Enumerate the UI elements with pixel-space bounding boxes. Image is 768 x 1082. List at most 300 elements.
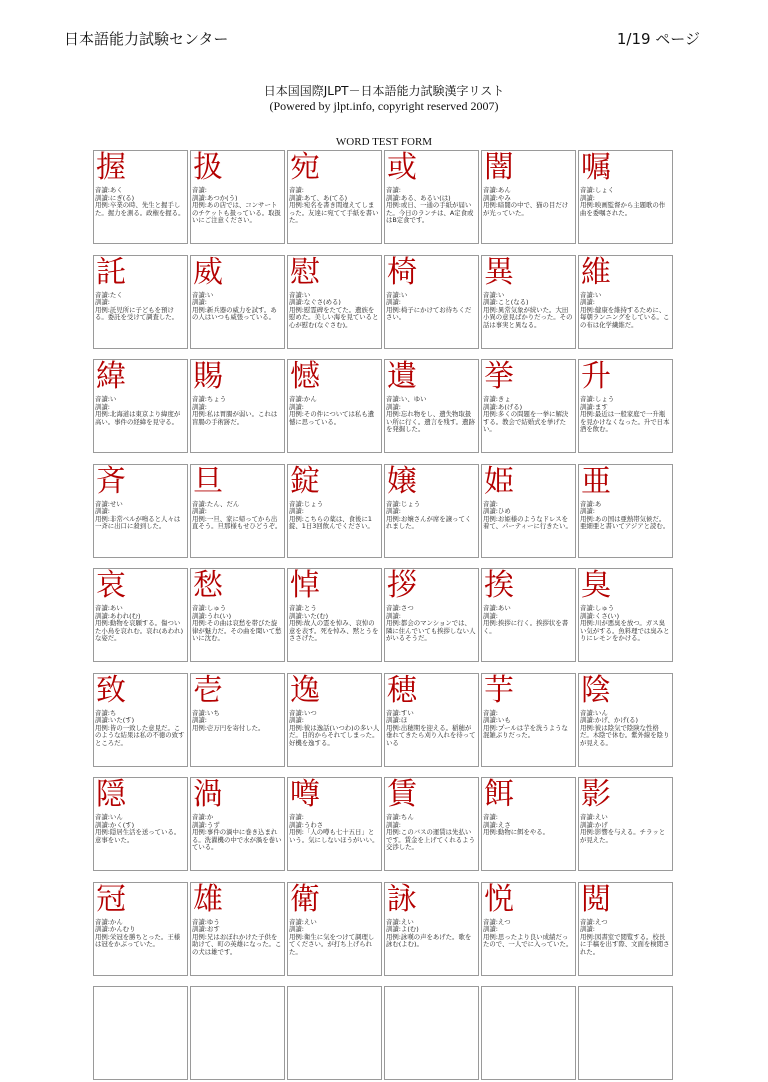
kanji-character: 影 [581,777,611,812]
on-reading: 音讀:せい [95,499,123,508]
kanji-info [192,396,283,426]
usage-example: 用例:その件については私も遺憾に思っている。 [289,410,375,426]
on-reading: 音讀: [289,813,304,821]
kanji-info [95,292,186,322]
kanji-card [287,150,382,244]
on-reading: 音讀:じょう [289,499,324,508]
kanji-info [483,501,574,531]
kun-reading: 訓讀: [289,402,304,411]
kanji-character: 亜 [581,463,611,499]
kun-reading: 訓讀: [192,298,207,307]
kun-reading: 訓讀: [289,925,304,934]
kanji-character: 遺 [387,359,417,394]
usage-example: 用例:兄はおぼれかけた子供を助けて、町の英雄になった。この犬は雄です。 [192,932,282,956]
kanji-card [481,464,576,558]
on-reading: 音讀:あ [580,499,602,508]
kanji-card [481,255,576,349]
kun-reading: 訓讀:ます [580,402,608,411]
kanji-info [192,292,283,322]
kanji-character: 錠 [290,463,320,499]
kun-reading: 訓讀: [95,298,110,307]
document-subtitle: (Powered by jlpt.info, copyright reserved 2007) [269,99,499,113]
usage-example: 用例:宛名を書き間違えてしまった。友達に宛てて手紙を書いた。 [289,201,379,225]
kanji-card [578,150,673,244]
kanji-info [386,605,477,643]
kanji-character: 扱 [193,150,223,185]
kanji-card [287,882,382,976]
usage-example: 用例:隠居生活を送っている。意事をいた。 [95,828,181,844]
usage-example: 用例:思ったより良い成績だったので、一人でに入っていた。 [483,932,573,949]
usage-example: 用例:川が悪臭を放つ。ガス臭い気がする。魚料理では臭みとりにレモンをかける。 [580,619,670,643]
on-reading: 音讀:い [386,290,408,299]
kanji-card [287,986,382,1080]
kun-reading: 訓讀:あて、あ(てる) [289,193,348,202]
kanji-character: 姫 [484,463,514,499]
kun-reading: 訓讀:こと(なる) [483,298,529,307]
kanji-card [578,986,673,1080]
kanji-card [578,777,673,871]
kanji-card [481,986,576,1080]
kanji-info [95,814,186,844]
kanji-character: 闇 [484,150,514,185]
kanji-card [190,464,285,558]
kanji-card [190,255,285,349]
kanji-character: 隠 [96,777,126,812]
kanji-row [93,255,675,351]
document-title: 日本国国際JLPT－日本語能力試験漢字リスト [263,84,505,98]
usage-example: 用例:挨拶に行く。挨拶状を書く。 [483,619,569,635]
on-reading: 音讀:いち [192,708,220,717]
kanji-card [481,777,576,871]
kun-reading: 訓讀:ほ [386,716,408,725]
on-reading: 音讀: [192,186,207,194]
kanji-info [483,814,574,837]
on-reading: 音讀:ちょう [192,395,227,403]
kanji-info [386,292,477,322]
on-reading: 音讀:じょう [386,499,421,508]
form-title: WORD TEST FORM [335,136,433,148]
kanji-info [289,292,380,330]
kun-reading: 訓讀:かんむり [95,925,136,934]
on-reading: 音讀:いつ [289,708,317,717]
usage-example: 用例:椅子にかけてお待ちください。 [386,305,472,322]
on-reading: 音讀:あん [483,186,511,194]
kanji-character: 慰 [290,254,320,290]
kanji-character: 挨 [484,568,514,603]
kanji-info [386,919,477,949]
usage-example: 用例:壱万円を寄付した。 [192,723,265,732]
usage-example: 用例:このバスの運賃は先払いです。賃金を上げてくれるよう交渉した。 [386,828,475,852]
usage-example: 用例:暗闇の中で、猫の目だけが光っていた。 [483,201,569,217]
kanji-row [93,464,675,560]
kanji-card [93,568,188,662]
kun-reading: 訓讀:かく(す) [95,820,135,829]
kanji-card [287,255,382,349]
kun-reading: 訓讀:やみ [483,193,511,202]
kun-reading: 訓讀:うわさ [289,820,324,829]
on-reading: 音讀:しゅう [192,604,227,612]
kun-reading: 訓讀: [192,402,207,411]
kun-reading: 訓讀: [580,925,595,934]
kanji-character: 嘱 [581,150,611,185]
kanji-card [190,777,285,871]
kanji-character: 異 [484,254,514,290]
kanji-info [289,814,380,844]
kun-reading: 訓讀:かげ、かげ(る) [580,716,639,725]
on-reading: 音讀: [386,186,401,194]
kanji-character: 維 [581,254,611,290]
kanji-character: 雄 [193,881,223,917]
on-reading: 音讀:しょく [580,186,615,194]
kun-reading: 訓讀: [580,298,595,307]
kanji-card [481,568,576,662]
kanji-info [580,501,671,531]
kanji-card [190,882,285,976]
kun-reading: 訓讀:ある、あるい(は) [386,193,451,202]
kanji-card [578,673,673,767]
kun-reading: 訓讀: [483,611,498,620]
on-reading: 音讀:あく [95,186,123,194]
kanji-info [192,501,283,531]
usage-example: 用例:皆の一致した意見だ。このような結果は私の不徳の致すところだ。 [95,723,185,747]
usage-example: 用例:新兵器の威力を試す。あの人はいつも威張っている。 [192,305,277,322]
site-name: 日本語能力試験センター [64,30,229,48]
kanji-info [483,396,574,434]
kanji-card [481,882,576,976]
kanji-card [578,464,673,558]
kanji-character: 渦 [193,777,223,812]
kanji-info [289,710,380,748]
usage-example: 用例:故人の霊を悼み、哀悼の意を表す。死を悼み、黙とうをささげた。 [289,619,379,643]
usage-example: 用例:動物を哀願する。傷ついた小鳥を哀れむ。哀れ(あわれ)な姿だ。 [95,619,184,643]
kun-reading: 訓讀: [289,716,304,725]
kanji-card [190,673,285,767]
kanji-row [93,568,675,664]
kanji-character: 陰 [581,672,611,708]
usage-example: 用例:動物に餌をやる。 [483,828,550,837]
usage-example: 用例:最近は一般家庭で一升瓶を見かけなくなった。升で日本酒を飲む。 [580,410,670,434]
usage-example: 用例:彼は逸話(いつわ)の多い人だ。目的からそれてしまった。好機を逸する。 [289,723,380,747]
on-reading: 音讀:いん [95,813,123,821]
on-reading: 音讀:い [483,290,505,299]
on-reading: 音讀:あい [483,604,511,612]
kanji-character: 威 [193,254,223,290]
kanji-card [481,150,576,244]
usage-example: 用例:「人の噂も七十五日」という。気にしないほうがいい。 [289,828,379,844]
usage-example: 用例:栄冠を勝ちとった。王様は冠をかぶっていた。 [95,932,181,949]
kanji-row [93,359,675,455]
usage-example: 用例:図書室で閲覧する。校長に手稿を出す際、文面を検閲された。 [580,932,670,956]
kun-reading: 訓讀:うず [192,820,220,829]
kanji-character: 賜 [193,359,223,394]
kanji-character: 閲 [581,881,611,917]
usage-example: 用例:卒業の時、先生と握手した。握力を測る。政権を握る。 [95,201,185,217]
kanji-character: 餌 [484,777,514,812]
kanji-card [384,673,479,767]
kanji-info [192,919,283,957]
usage-example: 用例:北海道は東京より緯度が高い。事件の経緯を見守る。 [95,410,181,426]
kanji-info [483,919,574,949]
kun-reading: 訓讀:にぎ(る) [95,193,135,202]
kanji-info [580,396,671,434]
kun-reading: 訓讀:いも [483,716,511,725]
usage-example: 用例:都会のマンションでは、隣に住んでいても挨拶しない人がいるそうだ。 [386,619,476,643]
kun-reading: 訓讀: [580,193,595,202]
on-reading: 音讀:さつ [386,604,414,612]
kun-reading: 訓讀:いた(む) [289,611,329,620]
usage-example: 用例:非常ベルが鳴ると人々は一斉に出口に殺到した。 [95,514,181,531]
kanji-character: 或 [387,150,417,185]
kanji-info [483,710,574,740]
kanji-info [192,187,283,225]
kanji-character: 逸 [290,672,320,708]
usage-example: 用例:その曲は哀愁を帯びた旋律が魅力だ。その曲を聞いて愁いに沈む。 [192,619,282,643]
kun-reading: 訓讀:あわれ(む) [95,611,141,620]
on-reading: 音讀:いん [580,708,608,717]
kun-reading: 訓讀: [386,507,401,516]
kanji-info [580,710,671,748]
kanji-info [483,605,574,635]
kanji-card [190,568,285,662]
kanji-character: 詠 [387,881,417,917]
on-reading: 音讀: [483,813,498,821]
on-reading: 音讀:しょう [580,395,615,403]
kanji-card [190,359,285,453]
kanji-character: 哀 [96,568,126,603]
kanji-card [384,568,479,662]
kanji-info [580,187,671,217]
kanji-info [289,501,380,531]
kanji-card [578,255,673,349]
kanji-character: 拶 [387,568,417,603]
kanji-character: 憾 [290,359,320,394]
kanji-card [287,673,382,767]
kanji-character: 穂 [387,672,417,708]
kanji-info [192,710,283,733]
kun-reading: 訓讀:ひめ [483,507,511,516]
on-reading: 音讀:えい [386,917,414,926]
kanji-info [95,396,186,426]
kanji-character: 冠 [96,881,126,917]
usage-example: 用例:お姫様のようなドレスを着て、パーティーに行きたい。 [483,514,572,531]
kanji-card [93,882,188,976]
usage-example: 用例:衛生に気をつけて調理してください。が打ち上げられた。 [289,932,375,956]
on-reading: 音讀:い [289,290,311,299]
kun-reading: 訓讀: [386,611,401,620]
on-reading: 音讀:えい [580,813,608,821]
kanji-info [386,187,477,225]
kanji-character: 嬢 [387,463,417,499]
kanji-character: 悼 [290,568,320,603]
kanji-character: 椅 [387,254,417,290]
kanji-card [287,359,382,453]
kanji-character: 賃 [387,777,417,812]
on-reading: 音讀: [483,499,498,508]
kanji-info [289,396,380,426]
kun-reading: 訓讀: [289,507,304,516]
kanji-info [386,710,477,748]
kanji-card [384,986,479,1080]
kanji-info [95,501,186,531]
kanji-row-partial [93,986,675,1082]
usage-example: 用例:或日、一通の手紙が届いた。今日のランチは、A定食或はB定食です。 [386,201,474,225]
on-reading: 音讀:えつ [483,917,511,926]
usage-example: 用例:影響を与える。チラッとが見えた。 [580,828,666,844]
on-reading: 音讀:あい [95,604,123,612]
on-reading: 音讀:かん [289,395,317,403]
usage-example: 用例:忘れ物をし、遺失物取扱い所に行く。遺言を残す。遺跡を発掘した。 [386,410,475,434]
kanji-character: 挙 [484,359,514,394]
kanji-card [287,568,382,662]
kanji-character: 握 [96,150,126,185]
kanji-card [384,777,479,871]
on-reading: 音讀:い [580,290,602,299]
on-reading: 音讀:い、ゆい [386,395,427,403]
kun-reading: 訓讀:なぐさ(める) [289,298,341,307]
kanji-character: 託 [96,254,126,290]
kanji-info [580,605,671,643]
page-indicator: 1/19 ページ [616,30,700,48]
on-reading: 音讀: [483,708,498,717]
kanji-character: 斉 [96,463,126,499]
kanji-character: 致 [96,672,126,708]
kanji-info [289,187,380,225]
on-reading: 音讀:たん、だん [192,499,240,508]
on-reading: 音讀:とう [289,604,317,612]
kun-reading: 訓讀: [580,507,595,516]
kun-reading: 訓讀:かげ [580,820,608,829]
kanji-info [386,396,477,434]
kanji-info [95,919,186,949]
kun-reading: 訓讀: [386,402,401,411]
kanji-character: 悦 [484,881,514,917]
on-reading: 音讀:ゆう [192,917,220,926]
kanji-card [93,464,188,558]
kanji-character: 噂 [290,777,320,812]
kanji-info [386,814,477,852]
on-reading: 音讀:きょ [483,395,511,403]
kun-reading: 訓讀: [192,507,207,516]
kanji-info [483,187,574,217]
usage-example: 用例:慰霊碑をたてた。遺族を慰めた。美しい海を見ていると心が慰む(なぐさむ)。 [289,305,379,329]
kanji-card [287,464,382,558]
on-reading: 音讀:い [95,395,117,403]
on-reading: 音讀:かん [95,917,123,926]
kanji-character: 緯 [96,359,126,394]
kanji-card [93,255,188,349]
on-reading: 音讀: [289,186,304,194]
usage-example: 用例:プールは芋を洗うような混雑ぶりだった。 [483,723,568,740]
kanji-card [384,255,479,349]
kun-reading: 訓讀:いた(す) [95,716,135,725]
kanji-card [384,359,479,453]
kanji-info [289,919,380,957]
kanji-card [190,986,285,1080]
kanji-card [384,464,479,558]
kanji-card [384,150,479,244]
kanji-character: 壱 [193,672,223,708]
kun-reading: 訓讀:えさ [483,820,511,829]
kun-reading: 訓讀: [386,298,401,307]
usage-example: 用例:事件の渦中に巻き込まれる。洗濯機の中で水が渦を巻いている。 [192,828,282,852]
usage-example: 用例:出穂期を迎える。稲穂が垂れてきたら刈り入れを待っている [386,723,476,747]
kanji-card [578,882,673,976]
kanji-info [192,605,283,643]
kanji-card [578,568,673,662]
kanji-row [93,882,675,978]
kun-reading: 訓讀: [386,820,401,829]
kun-reading: 訓讀:くさ(い) [580,611,620,620]
kanji-card [287,777,382,871]
kanji-info [95,605,186,643]
kanji-info [289,605,380,643]
usage-example: 用例:こちらの薬は、食後に1錠、1日3回飲んでください。 [289,514,374,531]
usage-example: 用例:健康を維持するために、毎朝ランニングをしている。この布は化学繊維だ。 [580,305,670,329]
kanji-character: 臭 [581,568,611,603]
usage-example: 用例:異常気象が続いた。大田小異の意見ばかりだった。その話は事実と異なる。 [483,305,573,329]
kanji-info [580,292,671,330]
usage-example: 用例:多くの問題を一挙に解決する。教会で結婚式を挙げたい。 [483,410,569,434]
kanji-card [93,359,188,453]
kanji-character: 旦 [193,463,223,499]
kanji-card [190,150,285,244]
kanji-info [580,919,671,957]
on-reading: 音讀:しゅう [580,604,615,612]
kanji-info [192,814,283,852]
kanji-card [384,882,479,976]
usage-example: 用例:詠嘆の声をあげた。歌を詠む(よむ)。 [386,932,472,949]
kanji-card [578,359,673,453]
kanji-row [93,777,675,873]
kanji-character: 衛 [290,881,320,917]
kun-reading: 訓讀: [95,507,110,516]
kanji-card [93,986,188,1080]
kun-reading: 訓讀:よ(む) [386,925,419,934]
kanji-card [481,359,576,453]
kun-reading: 訓讀: [192,716,207,725]
kun-reading: 訓讀: [483,925,498,934]
on-reading: 音讀:たく [95,290,123,299]
usage-example: 用例:あの店では、コンサートのチケットも扱っている。取扱いにご注意ください。 [192,201,281,225]
usage-example: 用例:彼は陰気で陰険な性格だ。木陰で休む。紫外線を陰りが見える。 [580,723,670,747]
on-reading: 音讀:か [192,813,214,821]
kun-reading: 訓讀:おす [192,925,220,934]
kanji-character: 宛 [290,150,320,185]
kanji-info [95,187,186,217]
usage-example: 用例:お嬢さんが席を譲ってくれました。 [386,514,472,531]
kanji-character: 芋 [484,672,514,708]
kanji-card [93,673,188,767]
usage-example: 用例:一旦、家に帰ってから出直そう。旦那様もせひどうぞ。 [192,514,282,531]
on-reading: 音讀:えい [289,917,317,926]
on-reading: 音讀:えつ [580,917,608,926]
usage-example: 用例:映画監督から主題歌の作曲を委嘱された。 [580,201,666,217]
on-reading: 音讀:い [192,290,214,299]
kanji-row [93,673,675,769]
kun-reading: 訓讀: [95,402,110,411]
kanji-info [580,814,671,844]
usage-example: 用例:私は胃腸が弱い。これは盲腸の手術跡だ。 [192,410,278,426]
usage-example: 用例:託児所に子どもを預ける。委託を受けて調査した。 [95,305,179,322]
kun-reading: 訓讀:あ(げる) [483,402,523,411]
kun-reading: 訓讀:あつか(う) [192,193,238,202]
kanji-character: 愁 [193,568,223,603]
on-reading: 音讀:ちん [386,813,414,821]
kanji-info [386,501,477,531]
usage-example: 用例:あの国は亜熱帯気候だ。亜細亜と書いてアジアと読む。 [580,514,670,531]
kanji-card [93,777,188,871]
kanji-card [93,150,188,244]
